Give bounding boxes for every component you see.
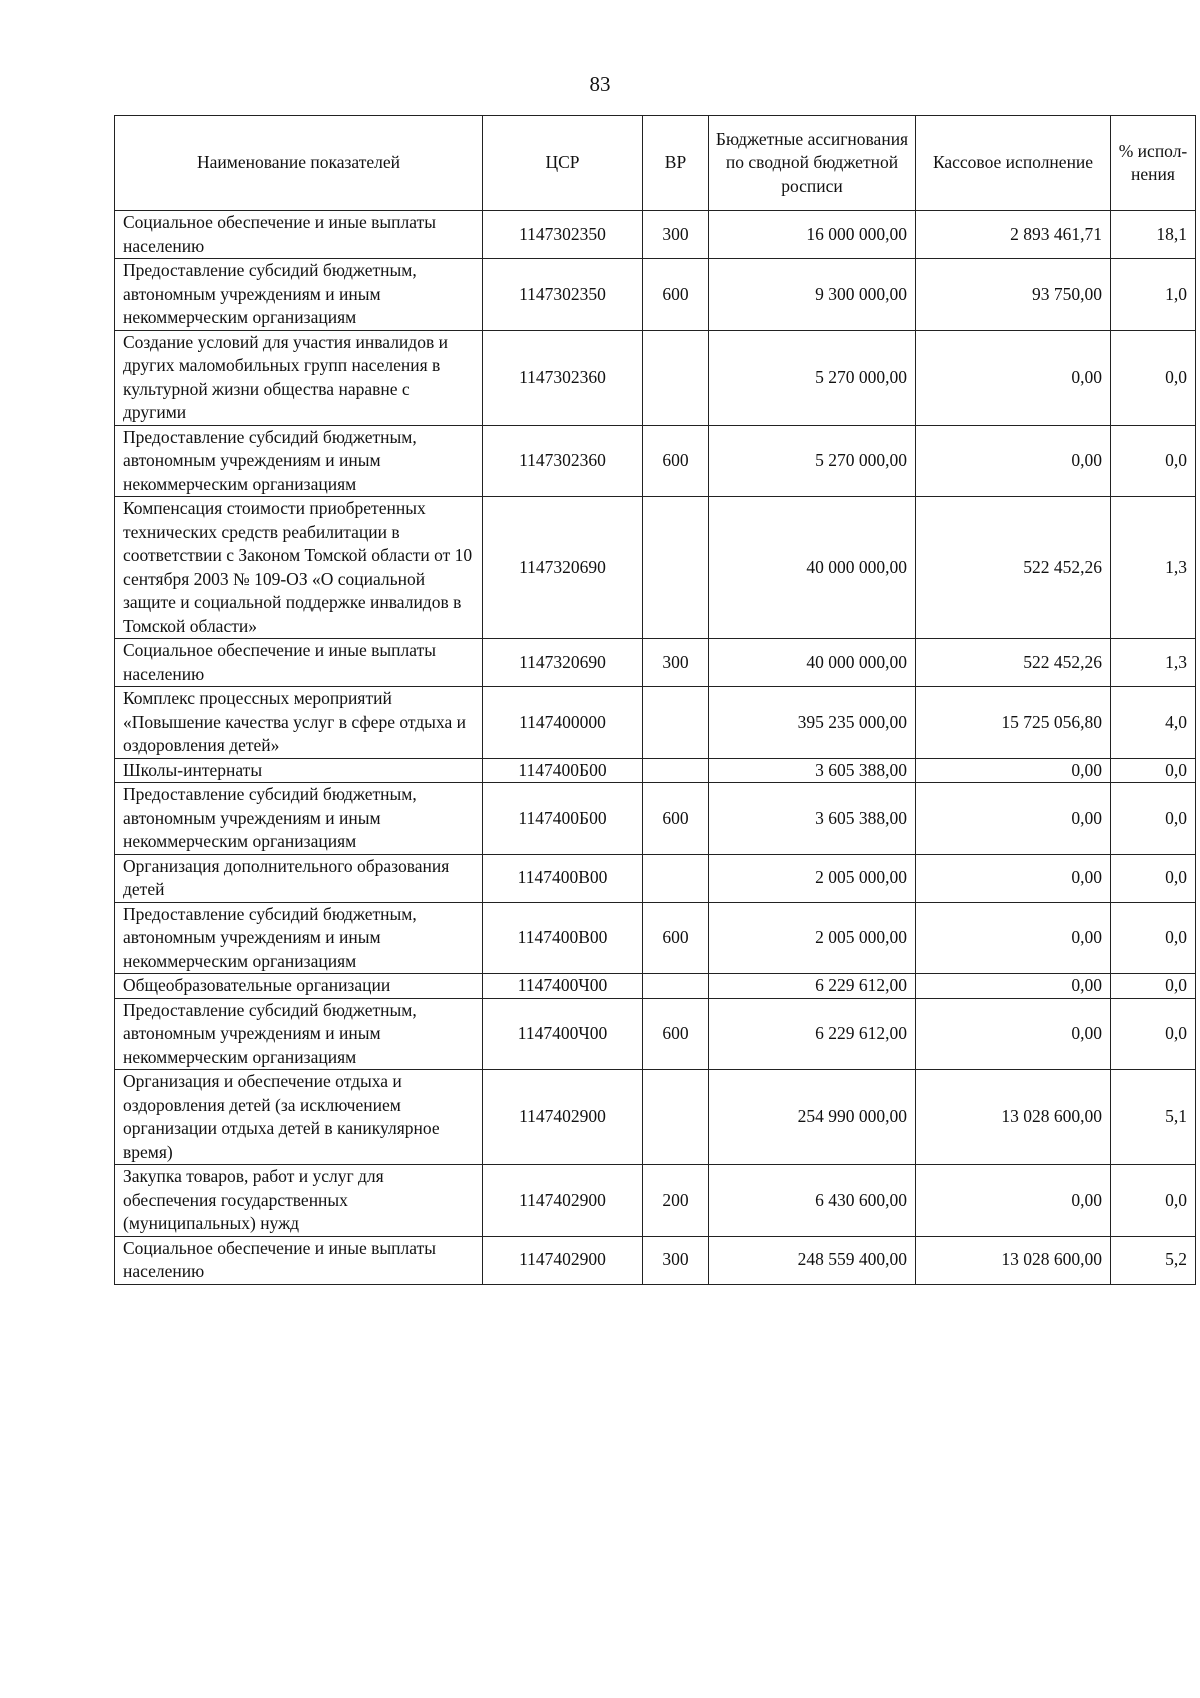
row-cash-cell: 522 452,26 [916, 639, 1111, 687]
row-name-cell: Предоставление субсидий бюджетным, автономным учреждениям и иным некоммерческим организациям [115, 998, 483, 1070]
table-row [115, 639, 1196, 687]
row-budget-cell: 16 000 000,00 [709, 211, 916, 259]
row-cash-cell: 0,00 [916, 425, 1111, 497]
row-budget-cell: 3 605 388,00 [709, 783, 916, 855]
row-pct-cell: 0,0 [1111, 974, 1196, 999]
row-pct-cell: 0,0 [1111, 854, 1196, 902]
row-vr-cell [643, 687, 709, 759]
row-cash-cell: 0,00 [916, 1165, 1111, 1237]
row-cash-cell: 0,00 [916, 902, 1111, 974]
row-pct-cell: 0,0 [1111, 902, 1196, 974]
table-body [115, 211, 1196, 1285]
row-vr-cell: 300 [643, 639, 709, 687]
header-csr: ЦСР [483, 116, 643, 211]
header-vr: ВР [643, 116, 709, 211]
row-name-cell: Предоставление субсидий бюджетным, автономным учреждениям и иным некоммерческим организациям [115, 425, 483, 497]
row-budget-cell: 248 559 400,00 [709, 1236, 916, 1284]
row-name-cell: Комплекс процессных мероприятий «Повышение качества услуг в сфере отдыха и оздоровления детей» [115, 687, 483, 759]
row-csr-cell: 1147400000 [483, 687, 643, 759]
row-cash-cell: 13 028 600,00 [916, 1236, 1111, 1284]
row-csr-cell: 1147320690 [483, 639, 643, 687]
row-pct-cell: 0,0 [1111, 758, 1196, 783]
row-name-cell: Школы-интернаты [115, 758, 483, 783]
row-pct-cell: 0,0 [1111, 1165, 1196, 1237]
row-csr-cell: 1147402900 [483, 1236, 643, 1284]
row-pct-cell: 18,1 [1111, 211, 1196, 259]
row-csr-cell: 1147402900 [483, 1165, 643, 1237]
header-name: Наименование показателей [115, 116, 483, 211]
table-row [115, 259, 1196, 331]
row-csr-cell: 1147400Ч00 [483, 974, 643, 999]
row-vr-cell: 600 [643, 425, 709, 497]
row-budget-cell: 6 229 612,00 [709, 974, 916, 999]
table-row [115, 425, 1196, 497]
table-row [115, 211, 1196, 259]
row-pct-cell: 5,2 [1111, 1236, 1196, 1284]
row-name-cell: Социальное обеспечение и иные выплаты населению [115, 211, 483, 259]
table-row [115, 974, 1196, 999]
row-budget-cell: 40 000 000,00 [709, 639, 916, 687]
row-pct-cell: 4,0 [1111, 687, 1196, 759]
row-budget-cell: 395 235 000,00 [709, 687, 916, 759]
table-row [115, 1236, 1196, 1284]
row-csr-cell: 1147302360 [483, 330, 643, 425]
row-cash-cell: 13 028 600,00 [916, 1070, 1111, 1165]
row-csr-cell: 1147400Б00 [483, 783, 643, 855]
row-pct-cell: 0,0 [1111, 783, 1196, 855]
row-csr-cell: 1147302350 [483, 259, 643, 331]
row-pct-cell: 0,0 [1111, 330, 1196, 425]
row-budget-cell: 40 000 000,00 [709, 497, 916, 639]
row-pct-cell: 0,0 [1111, 998, 1196, 1070]
row-vr-cell [643, 497, 709, 639]
row-name-cell: Закупка товаров, работ и услуг для обеспечения государственных (муниципальных) нужд [115, 1165, 483, 1237]
row-vr-cell [643, 974, 709, 999]
row-vr-cell: 300 [643, 211, 709, 259]
row-vr-cell: 600 [643, 998, 709, 1070]
table-row [115, 854, 1196, 902]
row-name-cell: Организация и обеспечение отдыха и оздоровления детей (за исключением организации отдыха детей в каникулярное время) [115, 1070, 483, 1165]
row-vr-cell: 600 [643, 259, 709, 331]
row-pct-cell: 0,0 [1111, 425, 1196, 497]
row-name-cell: Компенсация стоимости приобретенных технических средств реабилитации в соответствии с Законом Томской области от 10 сентября 2003 № 109-ОЗ «О социальной защите и социальной поддержке инвалидов в Томской области» [115, 497, 483, 639]
row-budget-cell: 3 605 388,00 [709, 758, 916, 783]
row-pct-cell: 1,3 [1111, 497, 1196, 639]
row-csr-cell: 1147302350 [483, 211, 643, 259]
row-name-cell: Общеобразовательные организации [115, 974, 483, 999]
row-csr-cell: 1147400В00 [483, 854, 643, 902]
header-cash: Кассовое исполнение [916, 116, 1111, 211]
row-pct-cell: 1,0 [1111, 259, 1196, 331]
row-vr-cell [643, 1070, 709, 1165]
row-name-cell: Предоставление субсидий бюджетным, автономным учреждениям и иным некоммерческим организациям [115, 259, 483, 331]
row-name-cell: Создание условий для участия инвалидов и других маломобильных групп населения в культурной жизни общества наравне с другими [115, 330, 483, 425]
row-budget-cell: 254 990 000,00 [709, 1070, 916, 1165]
row-vr-cell [643, 330, 709, 425]
row-pct-cell: 5,1 [1111, 1070, 1196, 1165]
row-budget-cell: 2 005 000,00 [709, 902, 916, 974]
row-cash-cell: 0,00 [916, 330, 1111, 425]
row-cash-cell: 0,00 [916, 974, 1111, 999]
row-name-cell: Социальное обеспечение и иные выплаты населению [115, 1236, 483, 1284]
table-row [115, 1070, 1196, 1165]
row-cash-cell: 0,00 [916, 783, 1111, 855]
row-vr-cell [643, 758, 709, 783]
table-row [115, 330, 1196, 425]
row-vr-cell: 600 [643, 783, 709, 855]
row-cash-cell: 0,00 [916, 998, 1111, 1070]
row-budget-cell: 5 270 000,00 [709, 330, 916, 425]
row-vr-cell [643, 854, 709, 902]
row-name-cell: Предоставление субсидий бюджетным, автономным учреждениям и иным некоммерческим организациям [115, 902, 483, 974]
budget-execution-table [114, 115, 1196, 1285]
row-vr-cell: 300 [643, 1236, 709, 1284]
row-vr-cell: 200 [643, 1165, 709, 1237]
row-cash-cell: 15 725 056,80 [916, 687, 1111, 759]
table-row [115, 687, 1196, 759]
row-csr-cell: 1147400Ч00 [483, 998, 643, 1070]
table-row [115, 998, 1196, 1070]
header-budget: Бюджетные ассигнования по сводной бюджетной росписи [709, 116, 916, 211]
row-cash-cell: 0,00 [916, 758, 1111, 783]
row-cash-cell: 2 893 461,71 [916, 211, 1111, 259]
table-row [115, 758, 1196, 783]
table-row [115, 497, 1196, 639]
row-cash-cell: 0,00 [916, 854, 1111, 902]
table-row [115, 783, 1196, 855]
row-name-cell: Организация дополнительного образования детей [115, 854, 483, 902]
row-csr-cell: 1147400В00 [483, 902, 643, 974]
row-budget-cell: 6 229 612,00 [709, 998, 916, 1070]
row-name-cell: Предоставление субсидий бюджетным, автономным учреждениям и иным некоммерческим организациям [115, 783, 483, 855]
table-row [115, 902, 1196, 974]
row-csr-cell: 1147400Б00 [483, 758, 643, 783]
row-cash-cell: 522 452,26 [916, 497, 1111, 639]
row-pct-cell: 1,3 [1111, 639, 1196, 687]
row-name-cell: Социальное обеспечение и иные выплаты населению [115, 639, 483, 687]
row-cash-cell: 93 750,00 [916, 259, 1111, 331]
row-budget-cell: 5 270 000,00 [709, 425, 916, 497]
row-csr-cell: 1147402900 [483, 1070, 643, 1165]
header-pct: % испол-нения [1111, 116, 1196, 211]
row-budget-cell: 6 430 600,00 [709, 1165, 916, 1237]
table-row [115, 1165, 1196, 1237]
table-header-row [115, 116, 1196, 211]
row-budget-cell: 2 005 000,00 [709, 854, 916, 902]
page-number: 83 [589, 72, 611, 96]
row-budget-cell: 9 300 000,00 [709, 259, 916, 331]
row-csr-cell: 1147302360 [483, 425, 643, 497]
row-vr-cell: 600 [643, 902, 709, 974]
row-csr-cell: 1147320690 [483, 497, 643, 639]
